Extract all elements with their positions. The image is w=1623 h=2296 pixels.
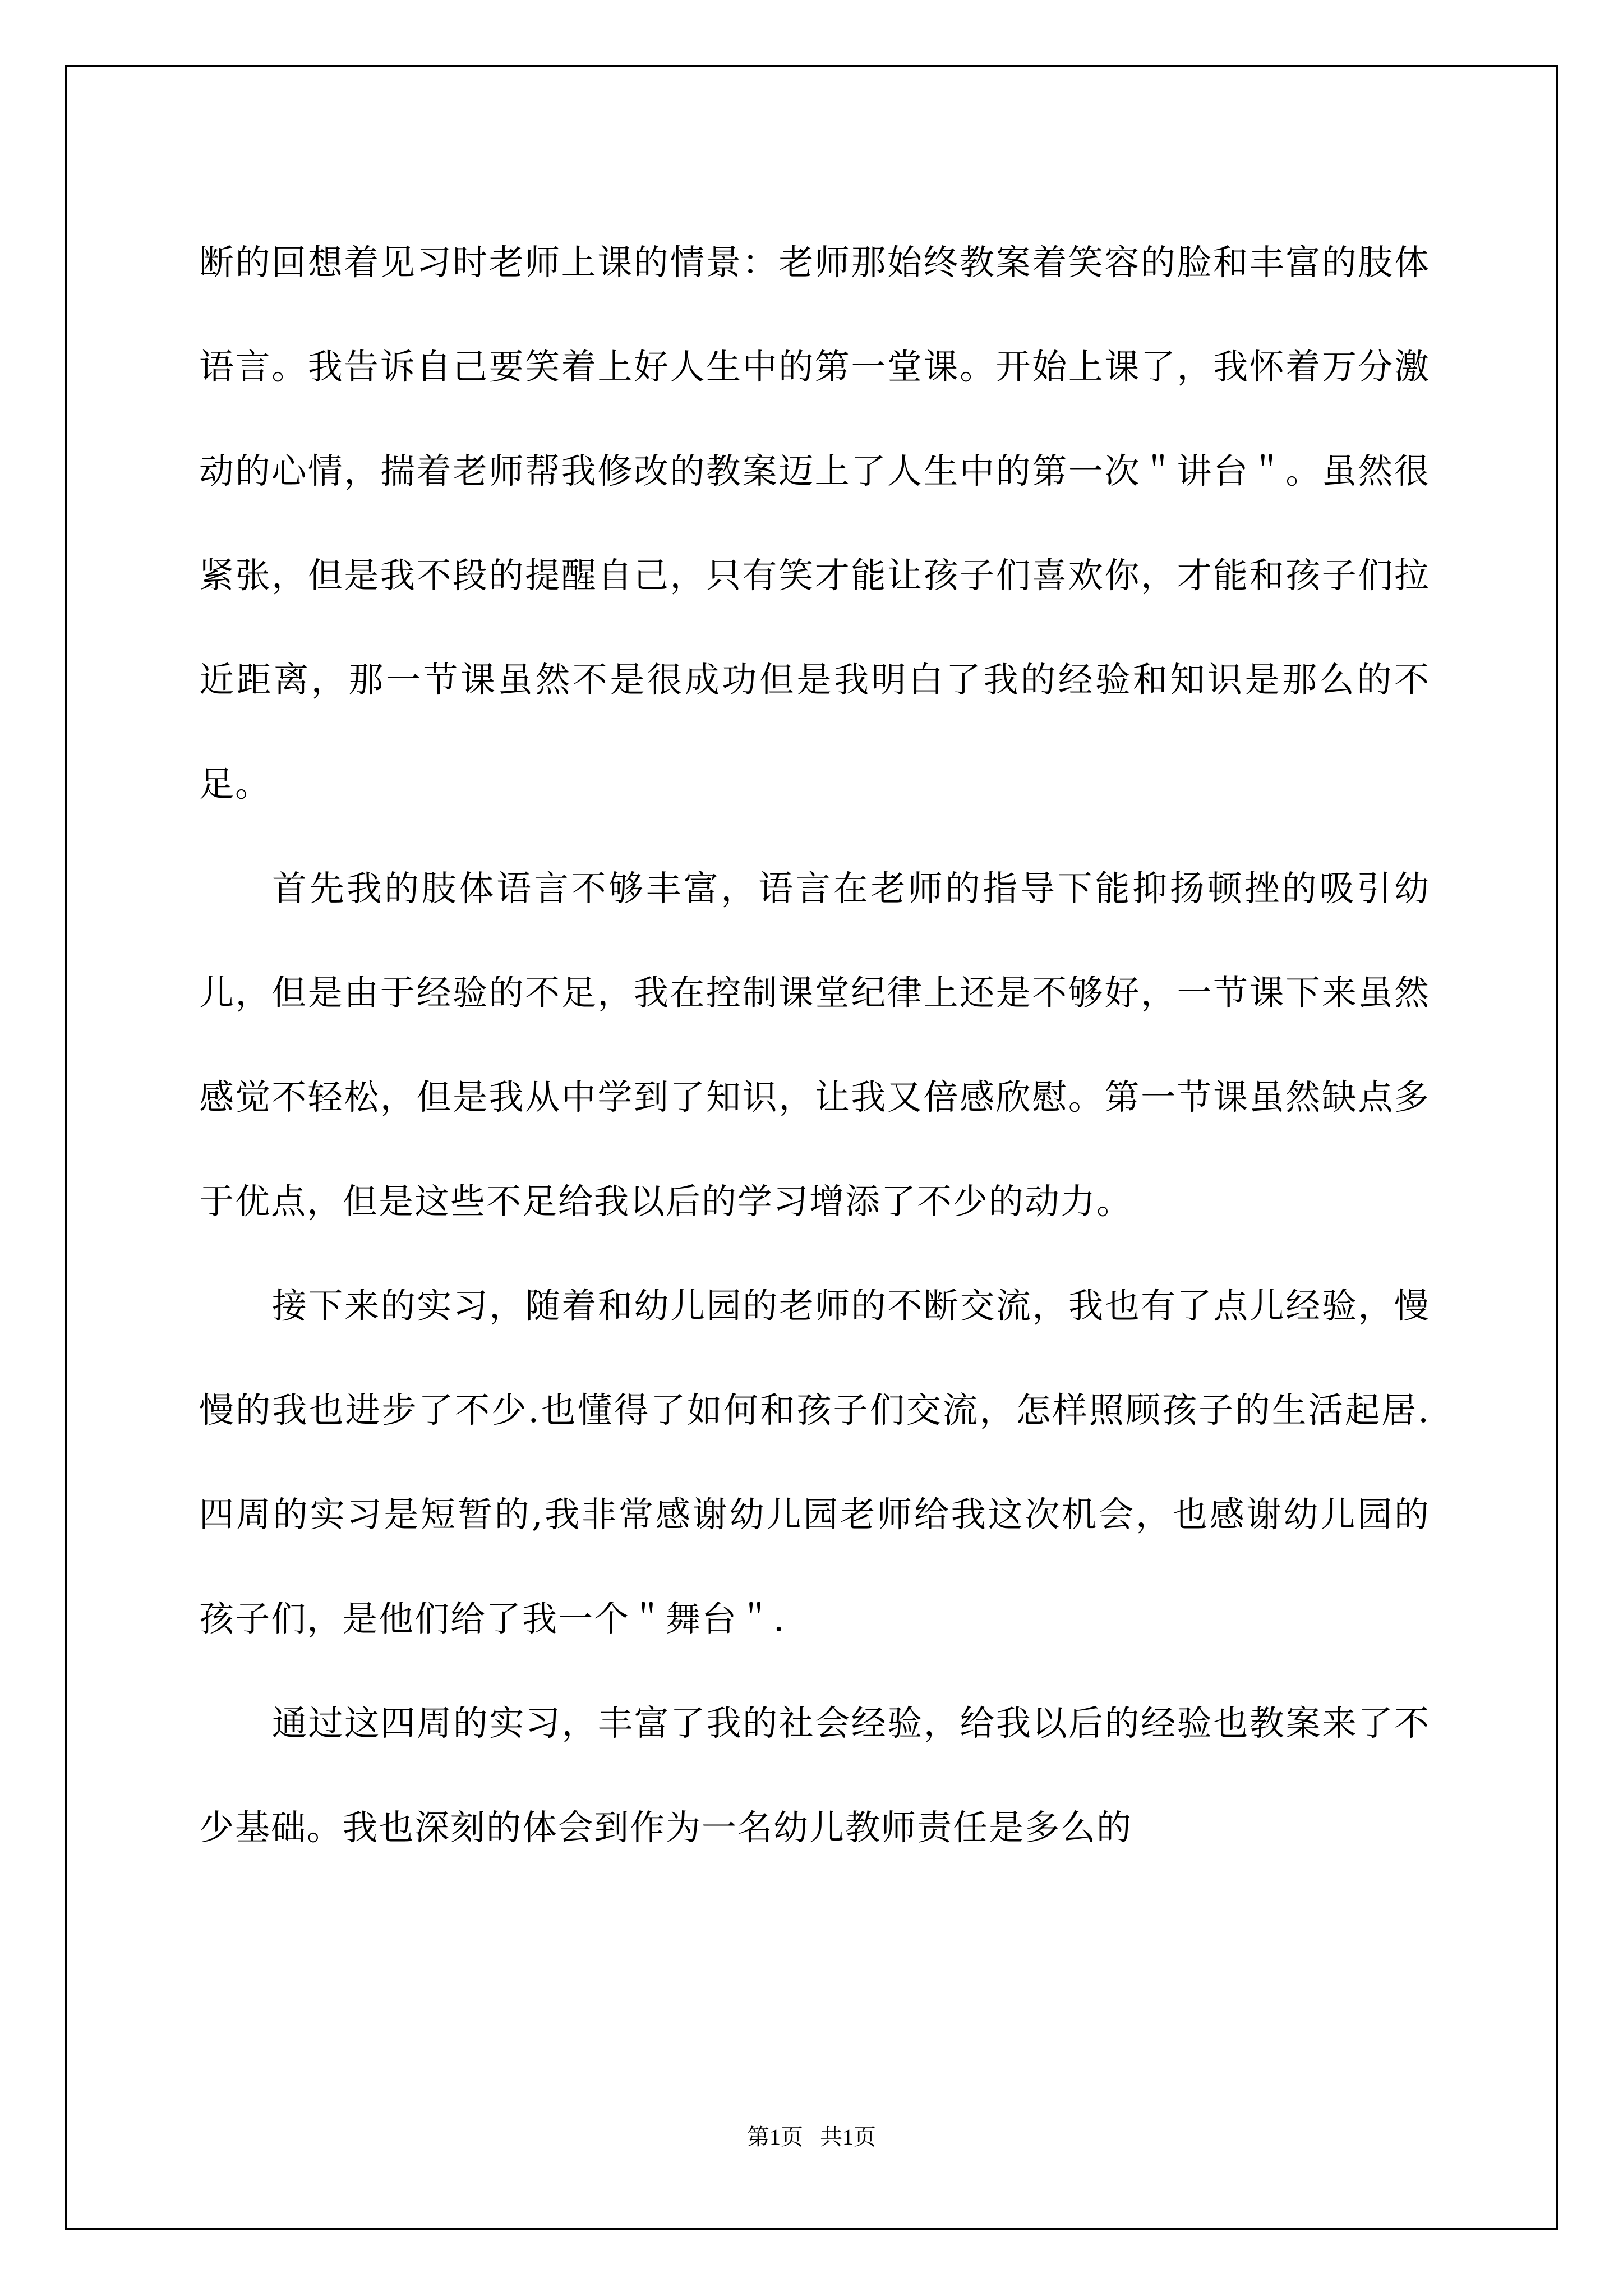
paragraph: 接下来的实习，随着和幼儿园的老师的不断交流，我也有了点儿经验，慢慢的我也进步了不少.也懂得了如何和孩子们交流，怎样照顾孩子的生活起居.四周的实习是短暂的,我非常感谢幼儿园老师给我这次机会，也感谢幼儿园的孩子们，是他们给了我一个＂舞台＂.: [199, 1285, 1430, 1639]
document-body: [199, 210, 1430, 1880]
paragraph: 通过这四周的实习，丰富了我的社会经验，给我以后的经验也教案来了不少基础。我也深刻的体会到作为一名幼儿教师责任是多么的: [199, 1703, 1430, 1848]
paragraph: 断的回想着见习时老师上课的情景：老师那始终教案着笑容的脸和丰富的肢体语言。我告诉自己要笑着上好人生中的第一堂课。开始上课了，我怀着万分激动的心情，揣着老师帮我修改的教案迈上了人生中的第一次＂讲台＂。虽然很紧张，但是我不段的提醒自己，只有笑才能让孩子们喜欢你，才能和孩子们拉近距离，那一节课虽然不是很成功但是我明白了我的经验和知识是那么的不足。: [199, 242, 1430, 804]
page-footer-label: 第1页 共1页: [747, 2124, 876, 2150]
paragraph: 首先我的肢体语言不够丰富，语言在老师的指导下能抑扬顿挫的吸引幼儿，但是由于经验的不足，我在控制课堂纪律上还是不够好，一节课下来虽然感觉不轻松，但是我从中学到了知识，让我又倍感欣慰。第一节课虽然缺点多于优点，但是这些不足给我以后的学习增添了不少的动力。: [199, 868, 1430, 1222]
